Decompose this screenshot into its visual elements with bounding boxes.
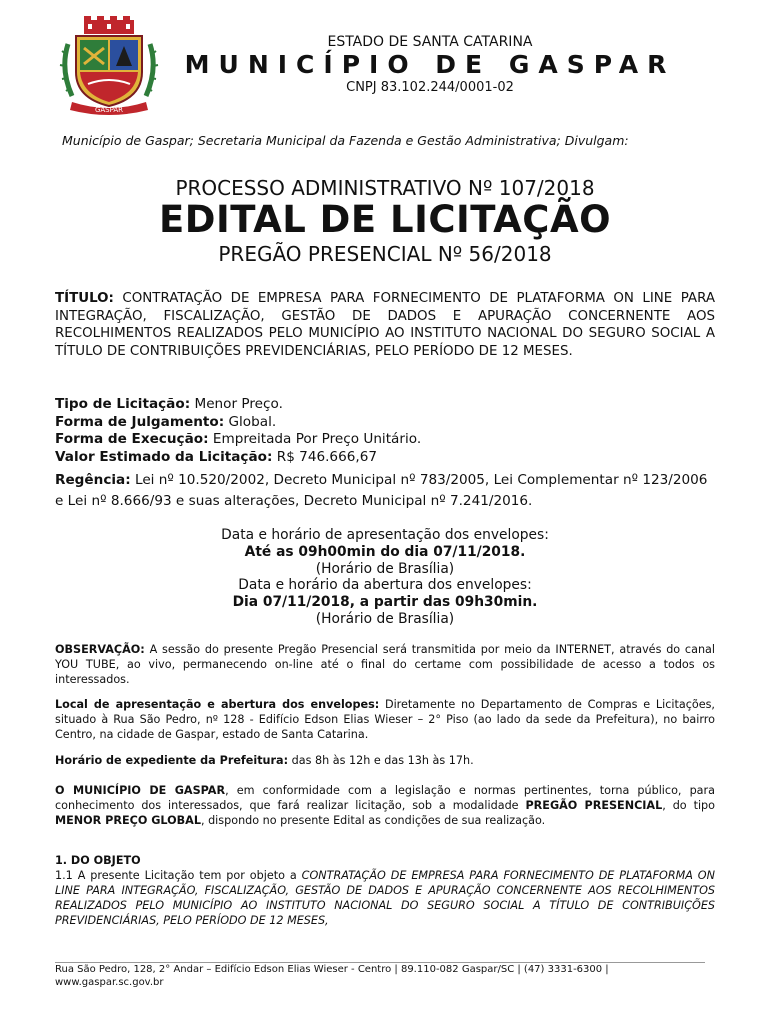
- observacao-paragraph: [55, 642, 715, 687]
- observacao-label: OBSERVAÇÃO:: [55, 643, 145, 656]
- objeto-heading: 1. DO OBJETO: [55, 854, 141, 867]
- regencia-value: Lei nº 10.520/2002, Decreto Municipal nº 783/2005, Lei Complementar nº 123/2006 e Lei nº 8.666/93 e suas alterações, Decreto Municipal nº 7.241/2016.: [55, 472, 708, 509]
- abertura-value: Dia 07/11/2018, a partir das 09h30min.: [232, 594, 538, 611]
- process-number: PROCESSO ADMINISTRATIVO Nº 107/2018: [175, 176, 595, 200]
- bid-fields: [55, 396, 715, 512]
- municipal-coat-of-arms: [58, 14, 160, 116]
- footer-website: www.gaspar.sc.gov.br: [55, 977, 164, 988]
- julgamento-value: Global.: [228, 413, 277, 430]
- tipo-row: [55, 396, 715, 414]
- municipio-paragraph: [55, 783, 715, 828]
- cnpj-number: CNPJ 83.102.244/0001-02: [346, 80, 514, 95]
- objeto-section: [55, 853, 715, 928]
- valor-label: Valor Estimado da Licitação:: [55, 448, 273, 465]
- objeto-paragraph: [55, 868, 715, 928]
- state-name: ESTADO DE SANTA CATARINA: [327, 34, 533, 50]
- tipo-value: Menor Preço.: [194, 396, 283, 412]
- regencia-row: [55, 470, 715, 512]
- execucao-label: Forma de Execução:: [55, 431, 209, 447]
- regencia-label: Regência:: [55, 472, 131, 488]
- objeto-italic: CONTRATAÇÃO DE EMPRESA PARA FORNECIMENTO DE PLATAFORMA ON LINE PARA INTEGRAÇÃO, FISCALIZAÇÃO, GESTÃO DE DADOS E APURAÇÃO CONCERNENTE AOS RECOLHIMENTOS REALIZADOS PELO MUNICÍPIO AO INSTITUTO NACIONAL DO SEGURO SOCIAL A TÍTULO DE CONTRIBUIÇÕES PREVIDENCIÁRIAS, PELO PERÍODO DE 12 MESES,: [55, 869, 715, 927]
- abertura-label: Data e horário da abertura dos envelopes:: [238, 577, 532, 594]
- dates-block: [55, 527, 715, 628]
- tipo-label: Tipo de Licitação:: [55, 396, 191, 412]
- valor-row: [55, 449, 715, 467]
- tipo-bold: MENOR PREÇO GLOBAL: [55, 814, 201, 827]
- julgamento-label: Forma de Julgamento:: [55, 413, 225, 430]
- municipio-text-3: , dispondo no presente Edital as condições de sua realização.: [200, 814, 546, 827]
- execucao-value: Empreitada Por Preço Unitário.: [212, 431, 422, 447]
- apresentacao-label: Data e horário de apresentação dos envelopes:: [221, 527, 549, 543]
- local-text: Diretamente no Departamento de Compras e Licitações, situado à Rua São Pedro, nº 128 - Edifício Edson Elias Wieser – 2° Piso (ao lado da sede da Prefeitura), no bairro Centro, na cidade de Gaspar, estado de Santa Catarina.: [55, 698, 715, 741]
- intro-line: Município de Gaspar; Secretaria Municipal da Fazenda e Gestão Administrativa; Divulgam:: [62, 133, 629, 148]
- julgamento-row: [55, 414, 715, 432]
- titulo-text: CONTRATAÇÃO DE EMPRESA PARA FORNECIMENTO DE PLATAFORMA ON LINE PARA INTEGRAÇÃO, FISCALIZAÇÃO, GESTÃO DE DADOS E APURAÇÃO CONCERNENTE AOS RECOLHIMENTOS REALIZADOS PELO MUNICÍPIO AO INSTITUTO NACIONAL DO SEGURO SOCIAL A TÍTULO DE CONTRIBUIÇÕES PREVIDENCIÁRIAS, PELO PERÍODO DE 12 MESES.: [55, 291, 715, 359]
- pregao-number: PREGÃO PRESENCIAL Nº 56/2018: [218, 242, 552, 266]
- edital-title: EDITAL DE LICITAÇÃO: [158, 198, 612, 241]
- objeto-lead: 1.1 A presente Licitação tem por objeto a: [55, 869, 297, 882]
- local-paragraph: [55, 697, 715, 742]
- titulo-paragraph: [55, 290, 715, 360]
- municipio-text-1: , em conformidade com a legislação e normas pertinentes, torna público, para conhecimento dos interessados, que fará realizar licitação, sob a modalidade: [55, 784, 715, 812]
- municipio-bold: O MUNICÍPIO DE GASPAR: [55, 784, 226, 797]
- horario-paragraph: [55, 753, 715, 768]
- titulo-label: TÍTULO:: [55, 291, 114, 306]
- municipio-text-2: , do tipo: [662, 799, 716, 812]
- timezone-note-2: (Horário de Brasília): [315, 610, 455, 627]
- modalidade-bold: PREGÃO PRESENCIAL: [525, 799, 663, 812]
- execucao-row: [55, 431, 715, 449]
- municipality-name: MUNICÍPIO DE GASPAR: [184, 50, 676, 79]
- timezone-note-1: (Horário de Brasília): [315, 560, 455, 577]
- observacao-text: A sessão do presente Pregão Presencial será transmitida por meio da INTERNET, através do canal YOU TUBE, ao vivo, permanecendo on-line até o final do certame com possibilidade de acesso a todos os interessados.: [55, 643, 715, 686]
- valor-value: R$ 746.666,67: [276, 448, 377, 465]
- footer: [55, 963, 675, 989]
- apresentacao-value: Até as 09h00min do dia 07/11/2018.: [244, 543, 526, 560]
- footer-address: Rua São Pedro, 128, 2° Andar – Edifício Edson Elias Wieser - Centro | 89.110-082 Gaspar/SC | (47) 3331-6300 |: [55, 964, 609, 975]
- horario-text: das 8h às 12h e das 13h às 17h.: [291, 754, 474, 767]
- local-label: Local de apresentação e abertura dos envelopes:: [55, 698, 380, 711]
- crest-motto: GASPAR: [94, 106, 124, 114]
- horario-label: Horário de expediente da Prefeitura:: [55, 754, 289, 767]
